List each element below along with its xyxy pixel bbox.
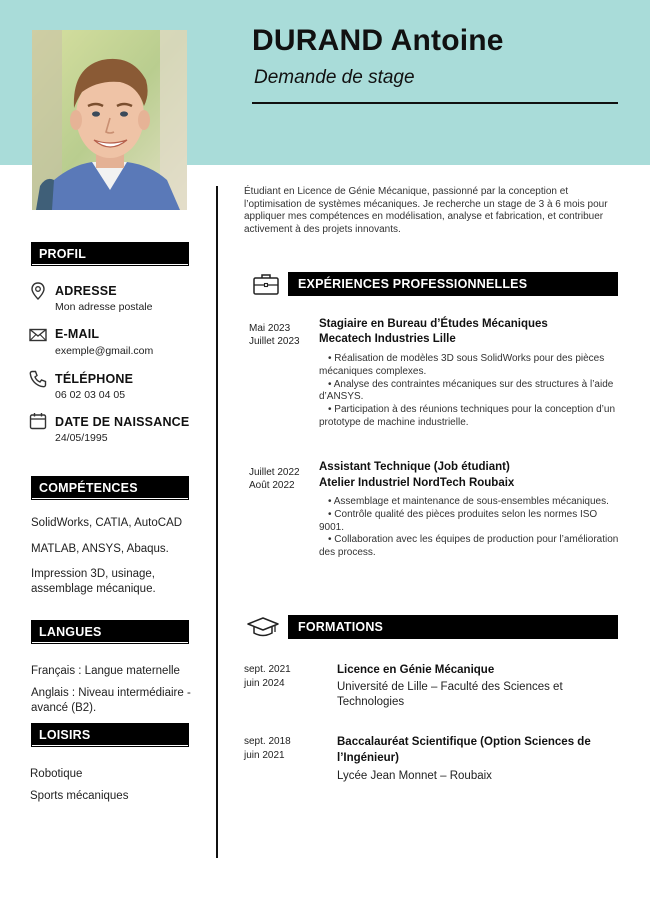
phone-label: TÉLÉPHONE	[55, 372, 134, 386]
address-value: Mon adresse postale	[55, 301, 153, 313]
experience-date-start: Juillet 2022	[249, 467, 300, 478]
address-label: ADRESSE	[55, 284, 117, 298]
experience-date-end: Août 2022	[249, 480, 295, 491]
intro-summary: Étudiant en Licence de Génie Mécanique, passionné par la conception et l’optimisation de systèmes mécaniques. Je recherche un stage de 3 à 6 mois pour appliquer mes compétences en modélisation, analyse et fabrication, et contribuer activement à des projets innovants.	[244, 186, 608, 235]
candidate-name: DURAND Antoine	[252, 24, 504, 57]
education-title: Licence en Génie Mécanique	[337, 664, 495, 676]
experience-company: Atelier Industriel NordTech Roubaix	[319, 477, 515, 489]
education-school: Lycée Jean Monnet – Roubaix	[337, 770, 492, 782]
skills-heading: COMPÉTENCES	[32, 477, 188, 499]
education-date-start: sept. 2018	[244, 736, 291, 747]
phone-value: 06 02 03 04 05	[55, 389, 126, 401]
candidate-subtitle: Demande de stage	[254, 67, 415, 88]
languages-heading: LANGUES	[32, 621, 188, 643]
graduation-cap-icon	[246, 615, 280, 641]
experience-bullets	[319, 496, 619, 560]
education-date-end: juin 2024	[244, 678, 285, 689]
email-value: exemple@gmail.com	[55, 345, 154, 357]
experience-bullet: • Contrôle qualité des pièces produites selon les normes ISO 9001.	[319, 508, 598, 533]
language-item: Français : Langue maternelle	[31, 665, 180, 677]
experience-bullet: • Réalisation de modèles 3D sous SolidWorks pour des pièces mécaniques complexes.	[319, 353, 605, 377]
experience-bullet: • Assemblage et maintenance de sous-ensembles mécaniques.	[328, 496, 609, 507]
calendar-icon	[28, 411, 48, 431]
phone-icon	[28, 369, 48, 389]
hobby-item: Sports mécaniques	[30, 790, 129, 802]
briefcase-icon	[252, 272, 280, 296]
education-date-end: juin 2021	[244, 750, 285, 761]
skill-item: SolidWorks, CATIA, AutoCAD	[31, 517, 183, 529]
birthdate-value: 24/05/1995	[55, 432, 108, 444]
experience-title: Assistant Technique (Job étudiant)	[319, 461, 510, 473]
experience-bullet: • Analyse des contraintes mécaniques sur des structures à l’aide d’ANSYS.	[319, 378, 614, 403]
location-pin-icon	[28, 281, 48, 301]
experience-date-end: Juillet 2023	[249, 336, 300, 347]
profile-photo	[32, 30, 187, 210]
experience-company: Mecatech Industries Lille	[319, 333, 456, 345]
experience-date-start: Mai 2023	[249, 323, 291, 334]
education-title: Baccalauréat Scientifique (Option Sciences de l’Ingénieur)	[337, 736, 591, 764]
skill-item: Impression 3D, usinage, assemblage mécanique.	[31, 568, 156, 595]
hobby-item: Robotique	[30, 768, 83, 780]
experience-bullets	[319, 353, 619, 430]
envelope-icon	[28, 325, 48, 345]
education-school: Université de Lille – Faculté des Sciences et Technologies	[337, 681, 563, 708]
education-date-start: sept. 2021	[244, 664, 291, 675]
skill-item: MATLAB, ANSYS, Abaqus.	[31, 543, 169, 555]
language-item: Anglais : Niveau intermédiaire -avancé (B2).	[31, 687, 191, 714]
birthdate-label: DATE DE NAISSANCE	[55, 415, 190, 429]
hobbies-heading: LOISIRS	[32, 724, 188, 746]
education-heading: FORMATIONS	[288, 615, 618, 639]
profile-heading: PROFIL	[32, 243, 188, 265]
experience-bullet: • Participation à des réunions techniques pour la conception d’un prototype de machine industrielle.	[319, 404, 616, 428]
experience-title: Stagiaire en Bureau d’Études Mécaniques	[319, 318, 548, 330]
email-label: E-MAIL	[55, 327, 100, 341]
title-divider	[252, 102, 618, 104]
column-divider	[216, 186, 218, 858]
experience-bullet: • Collaboration avec les équipes de production pour l’amélioration des process.	[319, 534, 619, 559]
experience-heading: EXPÉRIENCES PROFESSIONNELLES	[288, 272, 618, 296]
